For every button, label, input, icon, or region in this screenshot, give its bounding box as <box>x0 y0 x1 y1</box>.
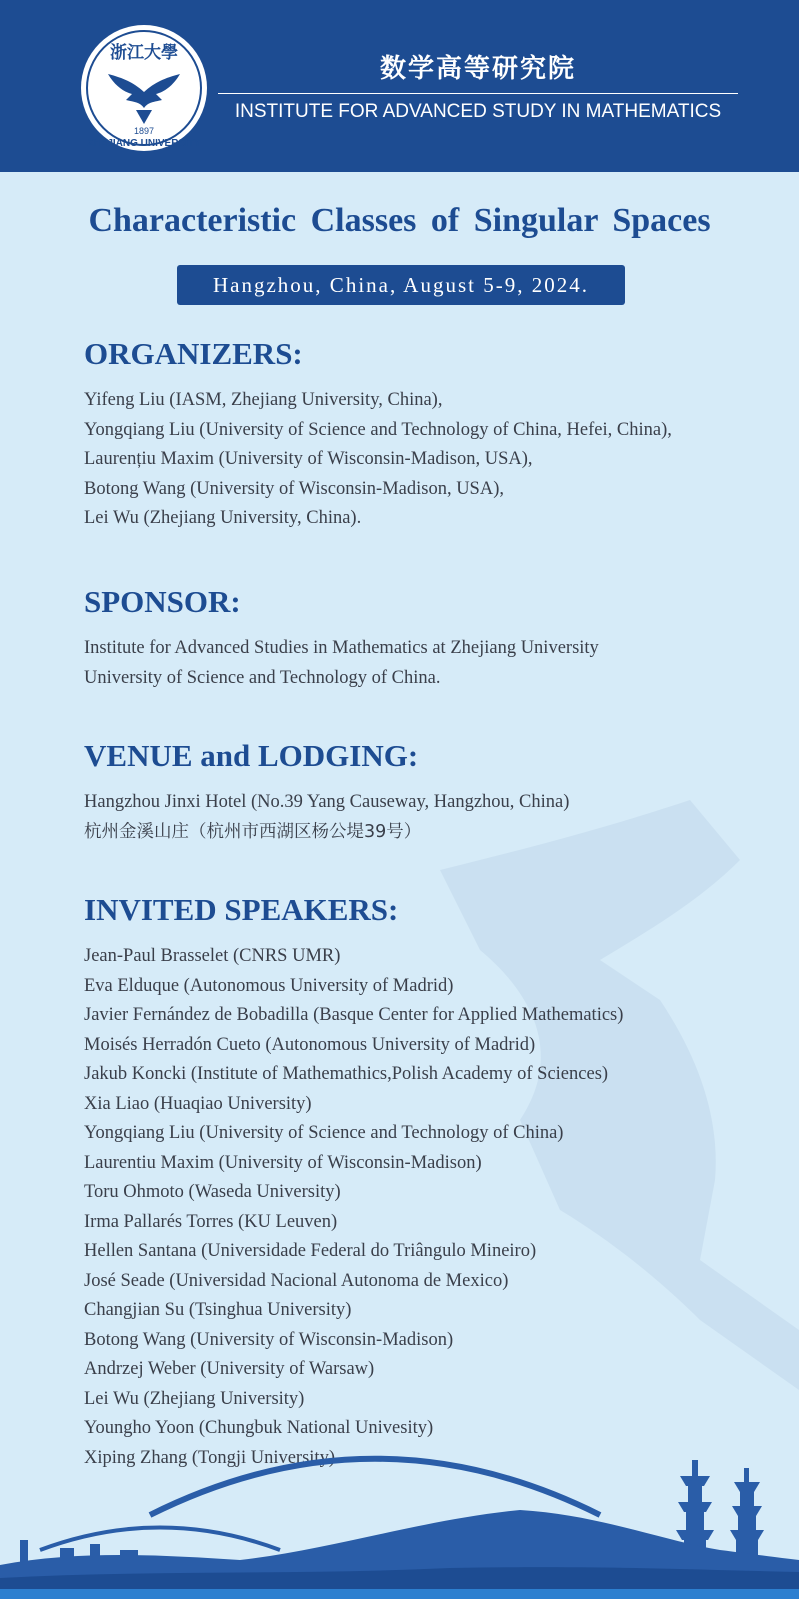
list-item: Andrzej Weber (University of Warsaw) <box>84 1359 375 1379</box>
header-divider <box>218 93 738 94</box>
list-item: Institute for Advanced Studies in Mathematics at Zhejiang University <box>84 638 599 658</box>
list-item: Yongqiang Liu (University of Science and Technology of China) <box>84 1123 564 1143</box>
list-item: Eva Elduque (Autonomous University of Madrid) <box>84 975 454 996</box>
zhejiang-university-logo-icon <box>78 22 210 154</box>
header-banner <box>0 0 799 172</box>
list-item: Javier Fernández de Bobadilla (Basque Center for Applied Mathematics) <box>84 1005 624 1025</box>
organizers-list <box>84 386 784 534</box>
list-item: Hangzhou Jinxi Hotel (No.39 Yang Causeway, Hangzhou, China) <box>84 792 570 812</box>
list-item: Youngho Yoon (Chungbuk National Univesity) <box>84 1418 434 1438</box>
list-item: Laurențiu Maxim (University of Wisconsin-Madison, USA), <box>84 449 533 469</box>
sponsor-list <box>84 634 784 693</box>
list-item: Yongqiang Liu (University of Science and Technology of China, Hefei, China), <box>84 419 672 440</box>
organizers-heading: ORGANIZERS: <box>84 336 303 371</box>
list-item: Jean-Paul Brasselet (CNRS UMR) <box>84 946 341 966</box>
date-location-banner: Hangzhou, China, August 5-9, 2024. <box>177 265 625 305</box>
sponsor-heading: SPONSOR: <box>84 584 241 619</box>
list-item: Hellen Santana (Universidade Federal do Triângulo Mineiro) <box>84 1241 537 1261</box>
list-item: Xiping Zhang (Tongji University) <box>84 1447 335 1468</box>
list-item: Laurentiu Maxim (University of Wisconsin-Madison) <box>84 1152 482 1173</box>
list-item: Moisés Herradón Cueto (Autonomous University of Madrid) <box>84 1034 536 1055</box>
list-item: Botong Wang (University of Wisconsin-Madison, USA), <box>84 478 504 499</box>
svg-text:ZHEJIANG UNIVERSITY: ZHEJIANG UNIVERSITY <box>87 138 201 149</box>
institute-name-chinese: 数学高等研究院 <box>379 54 576 84</box>
venue-list <box>84 788 784 847</box>
event-title: Characteristic Classes of Singular Spaces <box>88 202 711 239</box>
sponsor-section <box>84 584 784 693</box>
venue-section <box>84 738 784 847</box>
svg-text:浙江大學: 浙江大學 <box>110 43 178 63</box>
list-item: Lei Wu (Zhejiang University, China). <box>84 508 362 528</box>
list-item: Irma Pallarés Torres (KU Leuven) <box>84 1211 338 1232</box>
list-item: Jakub Koncki (Institute of Mathemathics,Polish Academy of Sciences) <box>84 1064 609 1084</box>
list-item: Xia Liao (Huaqiao University) <box>84 1093 312 1114</box>
institute-name-english: INSTITUTE FOR ADVANCED STUDY IN MATHEMATICS <box>234 101 722 122</box>
organizers-section <box>84 336 784 534</box>
list-item: Yifeng Liu (IASM, Zhejiang University, China), <box>84 390 443 410</box>
speakers-heading: INVITED SPEAKERS: <box>84 892 399 927</box>
speakers-section <box>84 892 784 1473</box>
svg-text:1897: 1897 <box>133 126 155 136</box>
list-item: Botong Wang (University of Wisconsin-Madison) <box>84 1329 454 1350</box>
list-item: Lei Wu (Zhejiang University) <box>84 1388 305 1409</box>
list-item: Changjian Su (Tsinghua University) <box>84 1300 352 1320</box>
list-item: Toru Ohmoto (Waseda University) <box>84 1182 341 1202</box>
city-skyline-footer <box>0 1400 799 1599</box>
list-item: 杭州金溪山庄（杭州市西湖区杨公堤39号） <box>84 821 422 842</box>
list-item: University of Science and Technology of China. <box>84 667 441 688</box>
speakers-list <box>84 942 784 1473</box>
list-item: José Seade (Universidad Nacional Autonoma de Mexico) <box>84 1270 509 1291</box>
venue-heading: VENUE and LODGING: <box>84 738 419 773</box>
